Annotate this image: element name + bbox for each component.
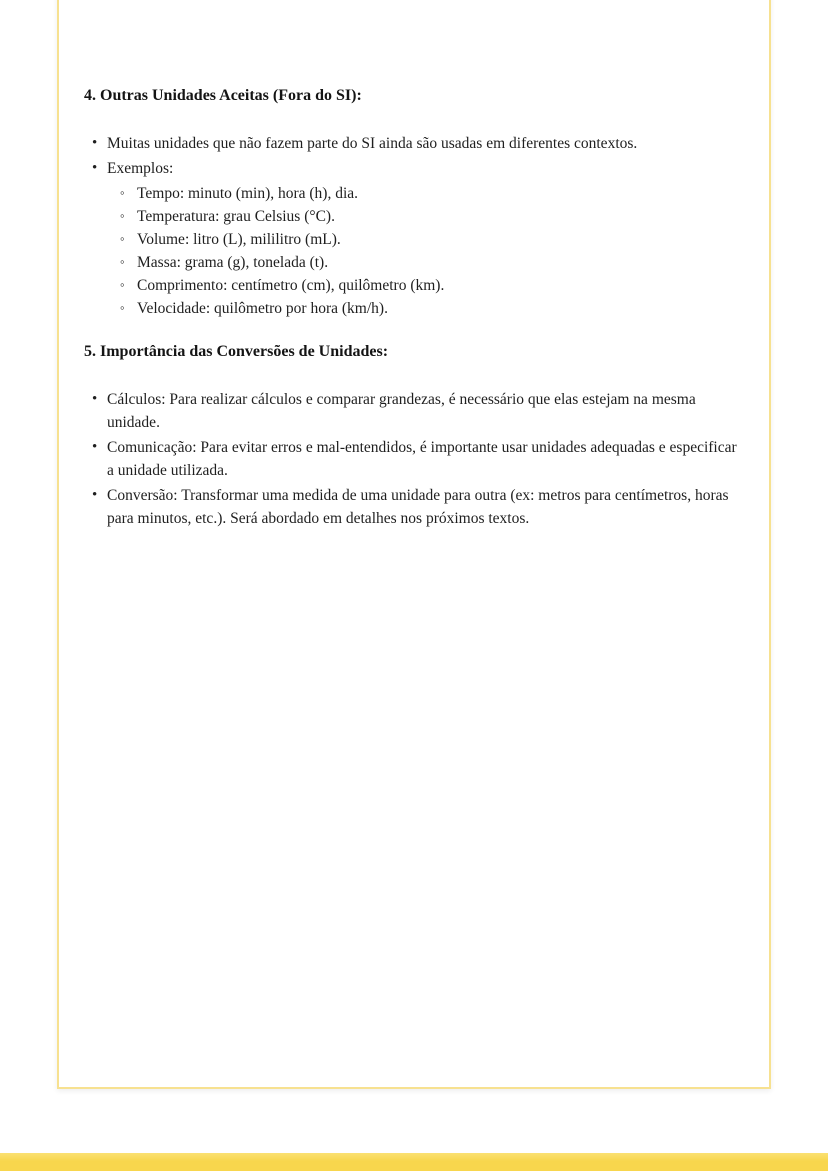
sub-bullet-marker: ◦ bbox=[120, 231, 125, 246]
document-section-5 bbox=[84, 340, 744, 530]
bullet-marker: • bbox=[92, 391, 98, 407]
list-item bbox=[84, 388, 744, 434]
bullet-marker: • bbox=[92, 439, 98, 455]
bullet-list bbox=[84, 388, 744, 530]
page-bottom-accent-bar bbox=[0, 1153, 828, 1171]
list-item-text: Conversão: Transformar uma medida de uma unidade para outra (ex: metros para centímetros, horas para minutos, etc.). Será abordado em detalhes nos próximos textos. bbox=[107, 487, 729, 527]
list-item-text: Muitas unidades que não fazem parte do SI ainda são usadas em diferentes contextos. bbox=[107, 135, 638, 152]
sub-list-item-text: Massa: grama (g), tonelada (t). bbox=[137, 254, 329, 271]
sub-list-item bbox=[107, 228, 744, 251]
sub-list-item bbox=[107, 182, 744, 205]
list-item bbox=[84, 436, 744, 482]
list-item-text: Comunicação: Para evitar erros e mal-entendidos, é importante usar unidades adequadas e especificar a unidade utilizada. bbox=[107, 439, 737, 479]
document-page-content bbox=[59, 0, 769, 530]
sub-bullet-marker: ◦ bbox=[120, 300, 125, 315]
sub-list-item bbox=[107, 297, 744, 320]
document-section-4 bbox=[84, 84, 744, 320]
sub-list-item-text: Volume: litro (L), mililitro (mL). bbox=[137, 231, 341, 248]
list-item bbox=[84, 484, 744, 530]
list-item bbox=[84, 157, 744, 320]
section-heading: 4. Outras Unidades Aceitas (Fora do SI): bbox=[84, 87, 362, 104]
sub-list-item bbox=[107, 205, 744, 228]
sub-list-item bbox=[107, 251, 744, 274]
bullet-marker: • bbox=[92, 487, 98, 503]
sub-list-item-text: Tempo: minuto (min), hora (h), dia. bbox=[137, 185, 359, 202]
sub-bullet-marker: ◦ bbox=[120, 254, 125, 269]
sub-bullet-marker: ◦ bbox=[120, 277, 125, 292]
section-heading: 5. Importância das Conversões de Unidades: bbox=[84, 343, 389, 360]
bullet-marker: • bbox=[92, 160, 98, 176]
sub-list-item bbox=[107, 274, 744, 297]
document-page-card bbox=[57, 0, 771, 1089]
bullet-marker: • bbox=[92, 135, 98, 151]
sub-bullet-marker: ◦ bbox=[120, 185, 125, 200]
list-item bbox=[84, 132, 744, 155]
list-item-text: Exemplos: bbox=[107, 160, 174, 177]
sub-bullet-list bbox=[107, 182, 744, 320]
sub-list-item-text: Temperatura: grau Celsius (°C). bbox=[137, 208, 335, 225]
sub-bullet-marker: ◦ bbox=[120, 208, 125, 223]
sub-list-item-text: Comprimento: centímetro (cm), quilômetro (km). bbox=[137, 277, 445, 294]
bullet-list bbox=[84, 132, 744, 320]
list-item-text: Cálculos: Para realizar cálculos e comparar grandezas, é necessário que elas estejam na mesma unidade. bbox=[107, 391, 696, 431]
sub-list-item-text: Velocidade: quilômetro por hora (km/h). bbox=[137, 300, 388, 317]
